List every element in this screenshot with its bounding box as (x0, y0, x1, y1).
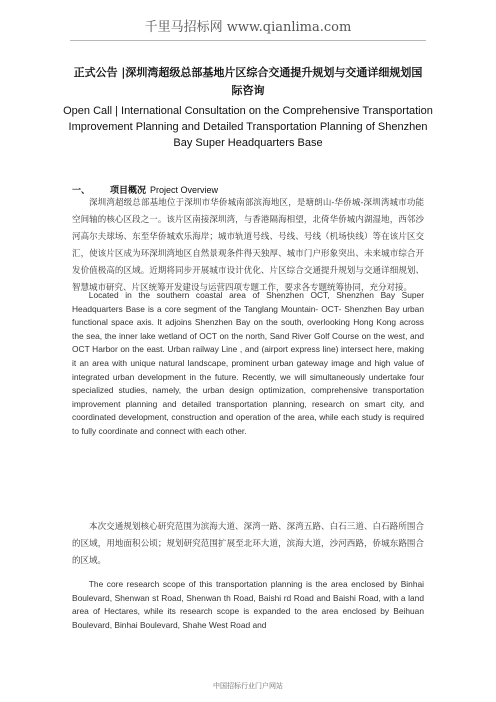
section-title-en: Project Overview (150, 185, 219, 195)
section-number: 一、 (72, 186, 91, 196)
overview-paragraph-zh: 深圳湾超级总部基地位于深圳市华侨城南部滨海地区，是塘朗山-华侨城-深圳湾城市功能空间轴的核心区段之一。该片区南接深圳湾，与香港隔海相望，北倚华侨城内湖湿地，西邻沙河高尔夫球场、东至华侨城欢乐海岸；城市轨道号线、号线、号线（机场快线）等在该片区交汇，使该片区成为环深圳湾地区自然景观条件得天独厚、城市门户形象突出、未来城市综合开发价值极高的区域。近期将同步开展城市设计优化、片区综合交通提升规划与交通详细规划、智慧城市研究、片区统筹开发建设与运营四项专题工作，要求各专题统筹协同，充分对接。 (72, 198, 424, 293)
document-title-en: Open Call | International Consultation on the Comprehensive Transportation Improvement Planning and Detailed Transportation Planning of Shenzhen Bay Super Headquarters Base (63, 105, 433, 149)
scope-paragraph-en: The core research scope of this transportation planning is the area enclosed by Binhai Boulevard, Shenwan st Road, Shenwan th Road, Baishi rd Road and Baishi Road, with a land area of Hectares, while its research scope is expanded to the area enclosed by Beihuan Boulevard, Binhai Boulevard, Shahe West Road and (72, 579, 424, 630)
overview-paragraph-en: Located in the southern coastal area of Shenzhen OCT, Shenzhen Bay Super Headquarters Base is a core segment of the Tanglang Mountain- OCT- Shenzhen Bay urban functional space axis. It adjoins Shenzhen Bay on the south, overlooking Hong Kong across the sea, the inner lake wetland of OCT on the north, Sand River Golf Course on the west, and OCT Harbor on the east. Urban railway Line , and (airport express line) intersect here, making it an area with unique natural landscape, prominent urban gateway image and high value of integrated urban development in the future. Recently, we will simultaneously undertake four specialized studies, namely, the urban design optimization, comprehensive transportation improvement planning and detailed transportation planning, research on smart city, and coordinated development, construction and operation of the area, while each study is required to fully coordinate and connect with each other. (72, 290, 424, 436)
document-title-zh: 正式公告 |深圳湾超级总部基地片区综合交通提升规划与交通详细规划国际咨询 (73, 66, 423, 97)
section-title-zh: 项目概况 (110, 186, 147, 196)
scope-paragraph-zh: 本次交通规划核心研究范围为滨海大道、深湾一路、深湾五路、白石三道、白石路所围合的区域，用地面积公顷；规划研究范围扩展至北环大道，滨海大道，沙河西路，侨城东路围合的区域。 (72, 522, 424, 566)
header-divider (70, 40, 426, 41)
page-footer: 中国招标行业门户网站 (213, 682, 283, 690)
site-header: 千里马招标网 www.qianlima.com (144, 20, 352, 35)
